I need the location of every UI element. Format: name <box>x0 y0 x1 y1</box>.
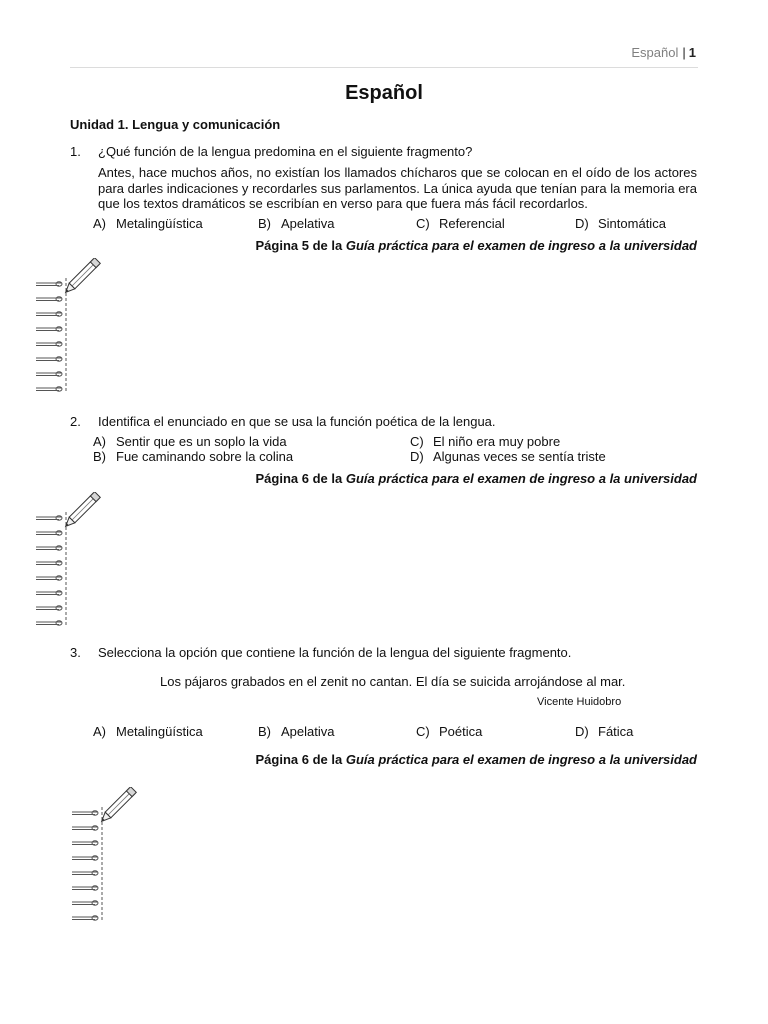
question-1-option-d[interactable]: D) Sintomática <box>575 216 666 231</box>
page-title: Español <box>345 82 423 104</box>
question-1-option-a[interactable]: A) Metalingüística <box>93 216 203 231</box>
question-1-option-b[interactable]: B) Apelativa <box>258 216 335 231</box>
question-2-option-b[interactable]: B) Fue caminando sobre la colina <box>93 449 294 464</box>
running-header <box>631 45 696 60</box>
unit-heading: Unidad 1. Lengua y comunicación <box>70 117 281 132</box>
question-2-option-a[interactable]: A) Sentir que es un soplo la vida <box>93 434 287 449</box>
header-divider <box>70 67 698 68</box>
question-3-option-c[interactable]: C) Poética <box>416 724 483 739</box>
question-1-reference: Página 5 de la Guía práctica para el examen de ingreso a la universidad <box>255 238 697 253</box>
notebook-pencil-icon <box>72 787 144 927</box>
question-1-number: 1. <box>70 144 81 159</box>
question-2-option-c[interactable]: C) El niño era muy pobre <box>410 434 561 449</box>
header-page-number: 1 <box>688 45 696 60</box>
question-2-text: Identifica el enunciado en que se usa la función poética de la lengua. <box>98 414 496 429</box>
question-3-option-b[interactable]: B) Apelativa <box>258 724 335 739</box>
question-1-option-c[interactable]: C) Referencial <box>416 216 505 231</box>
header-separator: | <box>682 45 686 60</box>
header-subject: Español <box>631 45 679 60</box>
question-3-text: Selecciona la opción que contiene la función de la lengua del siguiente fragmento. <box>98 645 572 660</box>
question-1-fragment: Antes, hace muchos años, no existían los llamados chícharos que se colocan en el oído de los actores para darles indicaciones y recordarles sus parlamentos. La única ayuda que tenían para la memoria era que los textos dramáticos se escribían en verso para que fuera más fácil recordarlos. <box>98 165 697 211</box>
question-2-reference: Página 6 de la Guía práctica para el examen de ingreso a la universidad <box>255 471 697 486</box>
question-3-quote: Los pájaros grabados en el zenit no cantan. El día se suicida arrojándose al mar. <box>160 674 626 689</box>
question-3-quote-author: Vicente Huidobro <box>537 696 622 708</box>
question-3-option-a[interactable]: A) Metalingüística <box>93 724 203 739</box>
notebook-pencil-icon <box>36 492 108 632</box>
question-1-text: ¿Qué función de la lengua predomina en el siguiente fragmento? <box>98 144 473 159</box>
question-2-number: 2. <box>70 414 81 429</box>
notebook-pencil-icon <box>36 258 108 398</box>
question-2-option-d[interactable]: D) Algunas veces se sentía triste <box>410 449 606 464</box>
question-3-reference: Página 6 de la Guía práctica para el examen de ingreso a la universidad <box>255 752 697 767</box>
question-3-option-d[interactable]: D) Fática <box>575 724 634 739</box>
question-3-number: 3. <box>70 645 81 660</box>
